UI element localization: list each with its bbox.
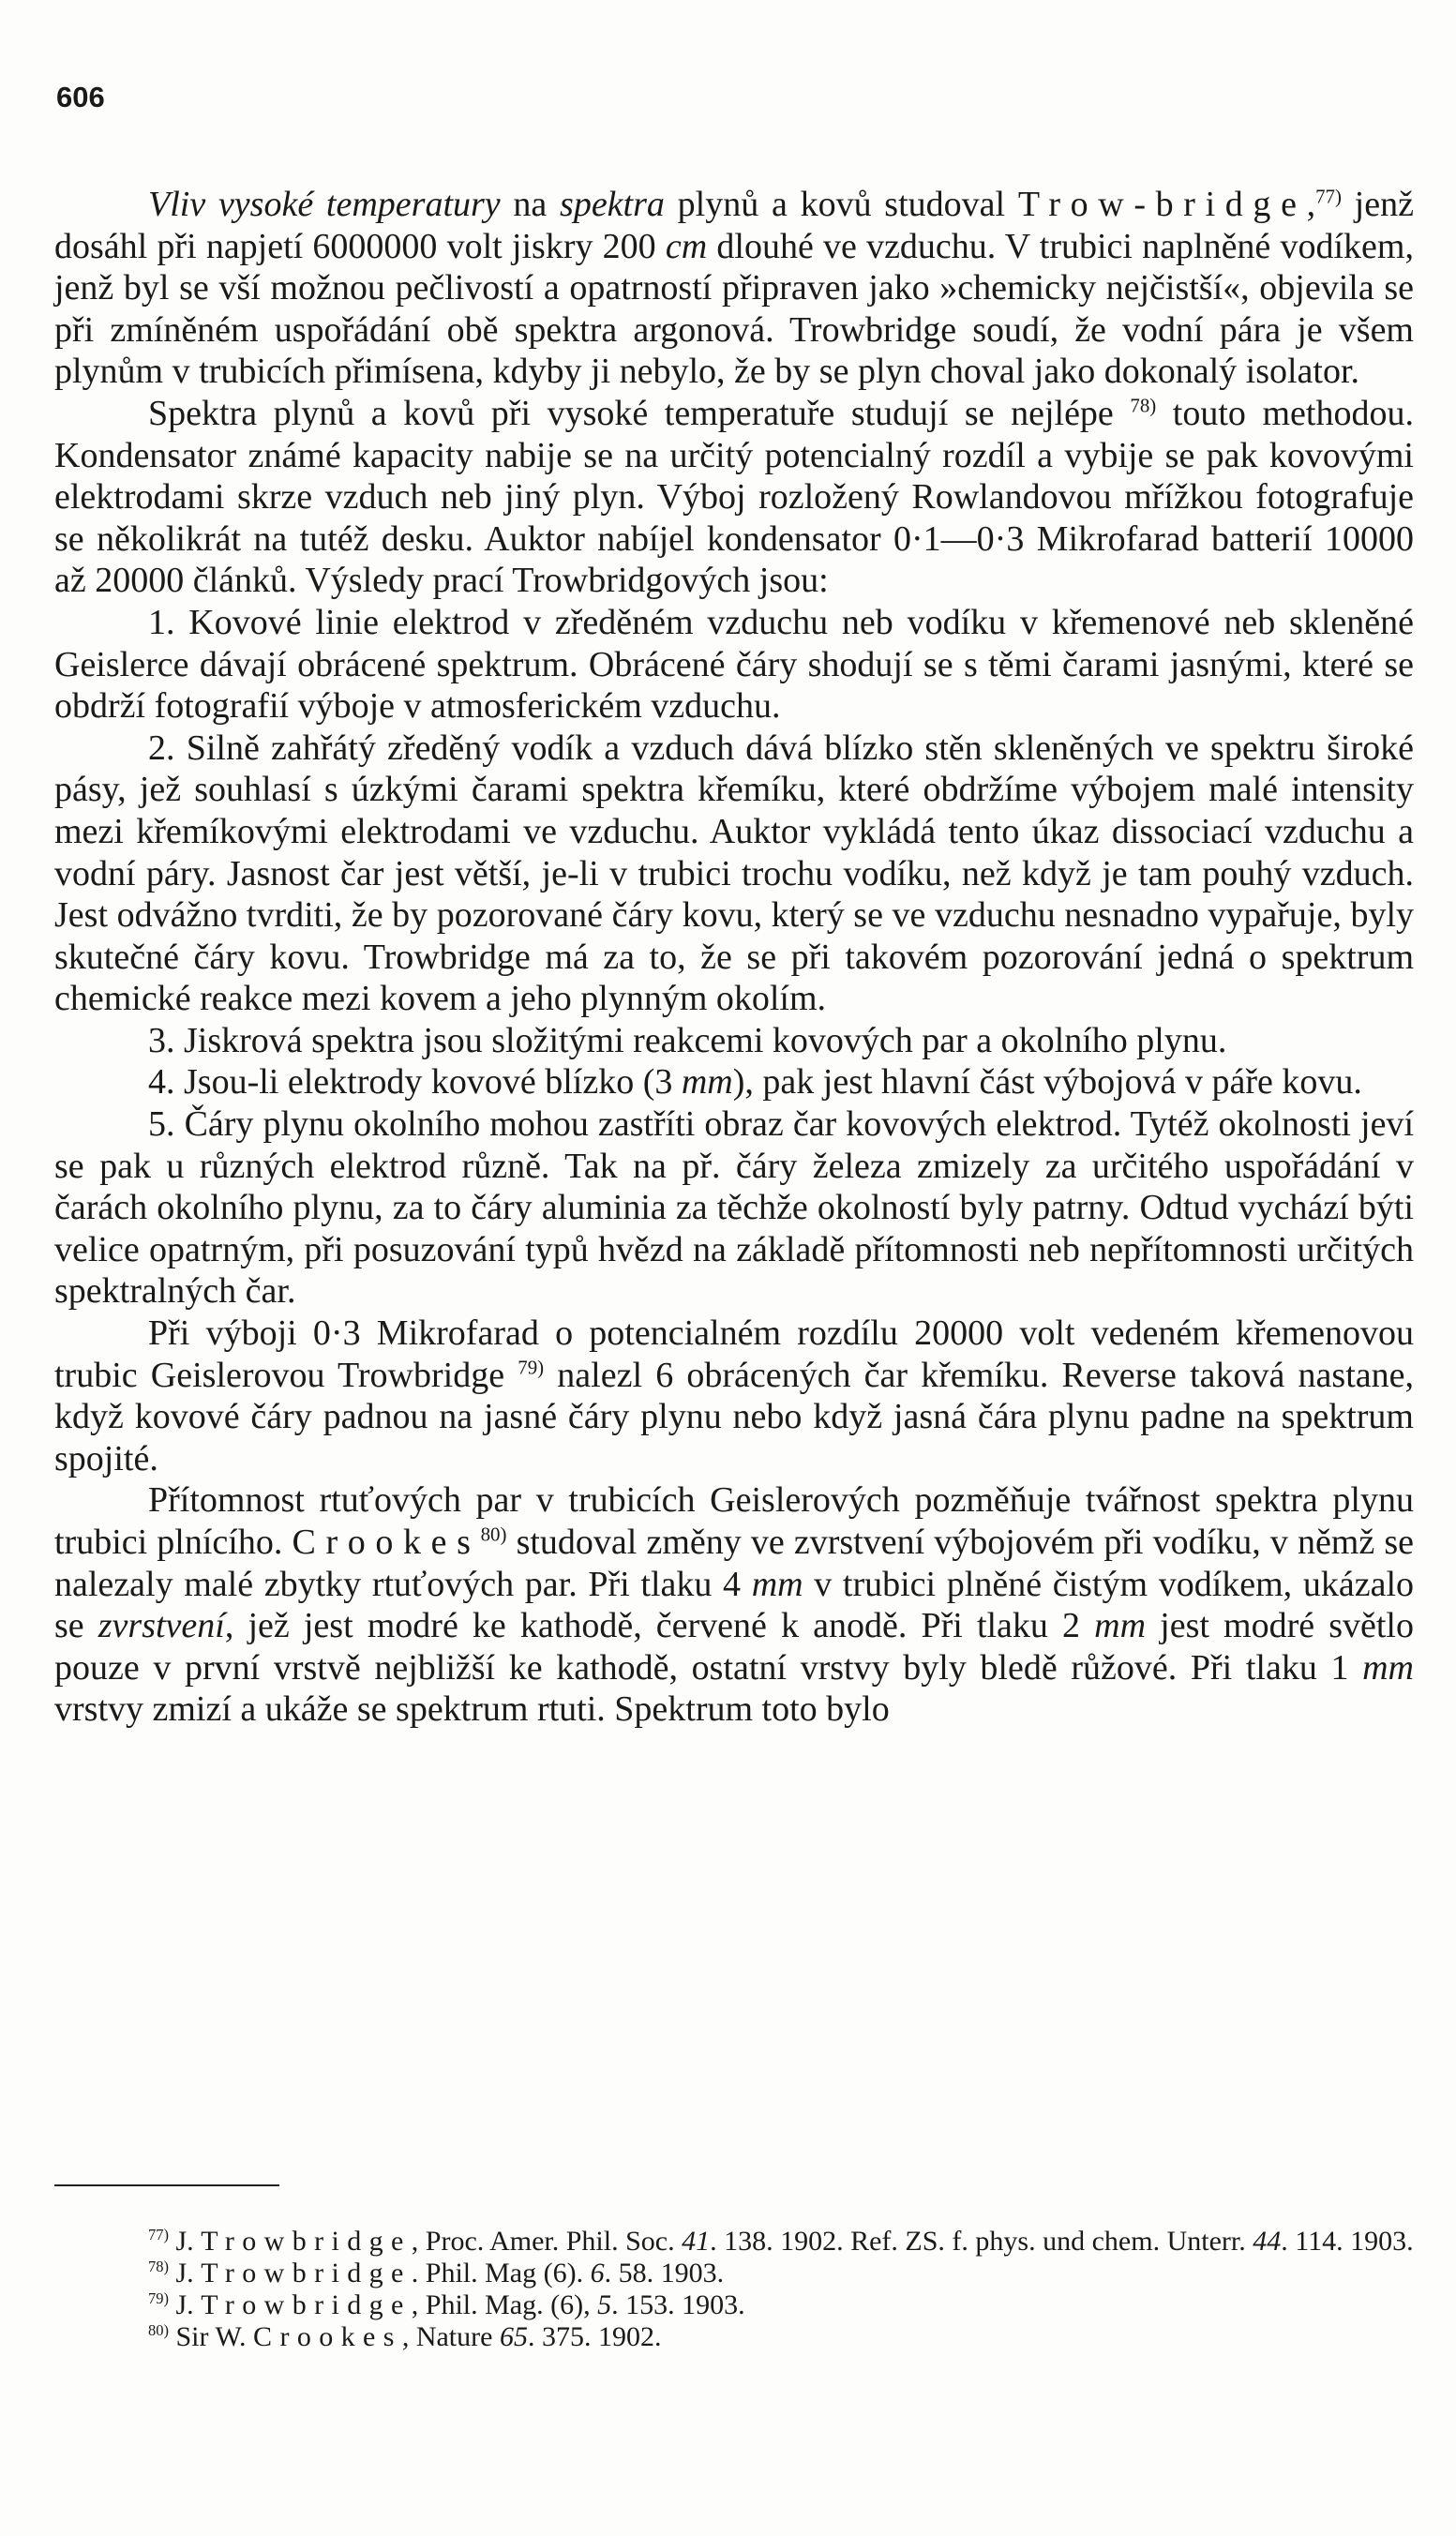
text-run: Přítomnost rtuťových par v trubicích Geislerových pozměňuje tvářnost spektra plynu trubici plnícího. [54,1480,1414,1562]
text-run: . 114. 1903. [1281,2226,1414,2257]
paragraph [54,602,1414,728]
text-run: 3. Jiskrová spektra jsou složitými reakcemi kovových par a okolního plynu. [148,1020,1227,1060]
text-run: , Nature [401,2321,500,2352]
text-run: 1. Kovové linie elektrod v zředěném vzduchu neb vodíku v křemenové neb skleněné Geislerce dávají obrácené spektrum. Obrácené čáry shodují se s těmi čarami jasnými, které se obdrží fotografií výboje v atmosferickém vzduchu. [54,602,1414,727]
text-run: , jež jest modré ke kathodě, červené k anodě. Při tlaku 2 [224,1606,1095,1646]
text-run: 4. Jsou-li elektrody kovové blízko (3 [148,1062,682,1103]
italic-text: 41 [682,2226,711,2257]
paragraph [54,1479,1414,1731]
footnote-reference: 79) [518,1355,545,1378]
spaced-name: Trowbridge [201,2258,412,2288]
footnote-divider [54,2184,279,2186]
text-run: touto methodou. Kondensator známé kapacity nabije se na určitý potencialný rozdíl a vybije se pak kovovými elektrodami skrze vzduch neb jiný plyn. Výboj rozložený Rowlandovou mřížkou fotografuje se několikrát na tutéž desku. Auktor nabíjel kondensator 0·1—0·3 Mikrofarad batterií 10000 až 20000 článků. Výsledy prací Trowbridgových jsou: [54,393,1414,601]
paragraph [54,1103,1414,1313]
text-run: jenž dosáhl při napjetí 6000000 volt jiskry 200 [54,185,1414,266]
footnote [54,2258,1414,2289]
italic-text: mm [751,1564,803,1604]
text-run: 5. Čáry plynu okolního mohou zastříti obraz čar kovových elektrod. Tytéž okolnosti jeví se pak u různých elektrod různě. Tak na př. čáry železa zmizely za určitého uspořádání v čarách okolního plynu, za to čáry aluminia za těchže okolností byly patrny. Odtud vychází býti velice opatrným, při posuzování typů hvězd na základě přítomnosti neb nepřítomnosti určitých spektralných čar. [54,1104,1414,1312]
paragraph [54,1020,1414,1062]
spaced-name: Trowbridge [201,2289,412,2320]
footnotes [54,2226,1414,2353]
text-run: . 375. 1902. [527,2321,662,2352]
body-text [54,184,1414,1731]
text-run: J. [169,2226,202,2257]
text-run: . 138. 1902. Ref. ZS. f. phys. und chem. Unterr. [710,2226,1253,2257]
italic-text: zvrstvení [98,1606,225,1646]
paragraph [54,728,1414,1020]
text-run: . 58. 1903. [604,2258,725,2288]
italic-text: Vliv vysoké temperatury [148,185,501,224]
italic-text: cm [665,226,708,266]
footnote-reference: 80) [480,1523,507,1546]
italic-text: mm [681,1062,733,1103]
italic-text: 65 [499,2321,528,2352]
text-run: na [500,185,561,224]
footnote-reference: 78) [148,2258,169,2275]
text-run: Spektra plynů a kovů při vysoké temperatuře studují se nejlépe [148,393,1131,433]
text-run: vrstvy zmizí a ukáže se spektrum rtuti. Spektrum toto bylo [54,1689,890,1730]
text-run: Sir W. [169,2321,254,2352]
footnote [54,2289,1414,2321]
text-run: dlouhé ve vzduchu. V trubici naplněné vodíkem, jenž byl se vší možnou pečlivostí a opatrností připraven jako »chemicky nejčistší«, objevila se při zmíněném uspořádání obě spektra argonová. Trowbridge soudí, že vodní pára je všem plynům v trubicích přimísena, kdyby ji nebylo, že by se plyn choval jako dokonalý isolator. [54,226,1414,392]
text-run: Při výboji 0·3 Mikrofarad o potencialném rozdílu 20000 volt vedeném křemenovou trubic Geislerovou Trowbridge [54,1313,1414,1395]
spaced-name: Crookes [292,1523,481,1562]
italic-text: 44 [1253,2226,1282,2257]
footnote [54,2226,1414,2258]
text-run: v trubici plněné čistým vodíkem, ukázalo se [54,1564,1414,1646]
spaced-name: Crookes [253,2321,402,2352]
paragraph [54,393,1414,602]
text-run: 2. Silně zahřátý zředěný vodík a vzduch dává blízko stěn skleněných ve spektru široké pásy, jež souhlasí s úzkými čarami spektra křemíku, které obdržíme výbojem malé intensity mezi křemíkovými elektrodami ve vzduchu. Auktor vykládá tento úkaz dissociací vzduchu a vodní páry. Jasnost čar jest větší, je-li v trubici trochu vodíku, než když je tam pouhý vzduch. Jest odvážno tvrditi, že by pozorované čáry kovu, který se ve vzduchu nesnadno vypařuje, byly skutečné čáry kovu. Trowbridge má za to, že se při takovém pozorování jedná o spektrum chemické reakce mezi kovem a jeho plynným okolím. [54,728,1414,1019]
text-run: J. [169,2258,202,2288]
italic-text: mm [1094,1606,1147,1646]
paragraph [54,1313,1414,1479]
paragraph [54,1061,1414,1103]
footnote [54,2321,1414,2353]
page-number: 606 [56,81,105,113]
italic-text: spektra [560,185,665,224]
text-run: , Proc. Amer. Phil. Soc. [411,2226,683,2257]
text-run: ), pak jest hlavní část výbojová v páře kovu. [732,1062,1362,1103]
paragraph [54,184,1414,393]
italic-text: 5 [597,2289,612,2320]
footnote-reference: 79) [148,2289,169,2307]
text-run: , Phil. Mag. (6), [411,2289,598,2320]
footnote-reference: 77) [1315,185,1342,208]
text-run: , [1306,185,1316,224]
spaced-name: Trow-bridge [1017,185,1307,224]
italic-text: mm [1362,1647,1414,1688]
footnote-reference: 78) [1130,394,1157,417]
text-run: . 153. 1903. [611,2289,745,2320]
footnote-reference: 77) [148,2226,169,2243]
text-run: J. [169,2289,202,2320]
text-run: plynů a kovů studoval [664,185,1018,224]
spaced-name: Trowbridge [201,2226,412,2257]
text-run: studoval změny ve zvrstvení výbojovém při vodíku, v němž se nalezaly malé zbytky rtuťových par. Při tlaku 4 [54,1523,1414,1604]
footnote-reference: 80) [148,2321,169,2339]
text-run: . Phil. Mag (6). [411,2258,591,2288]
italic-text: 6 [590,2258,605,2288]
text-run: jest modré světlo pouze v první vrstvě nejbližší ke kathodě, ostatní vrstvy byly bledě růžové. Při tlaku 1 [54,1606,1414,1688]
text-run: nalezl 6 obrácených čar křemíku. Reverse taková nastane, když kovové čáry padnou na jasné čáry plynu nebo když jasná čára plynu padne na spektrum spojité. [54,1355,1414,1478]
